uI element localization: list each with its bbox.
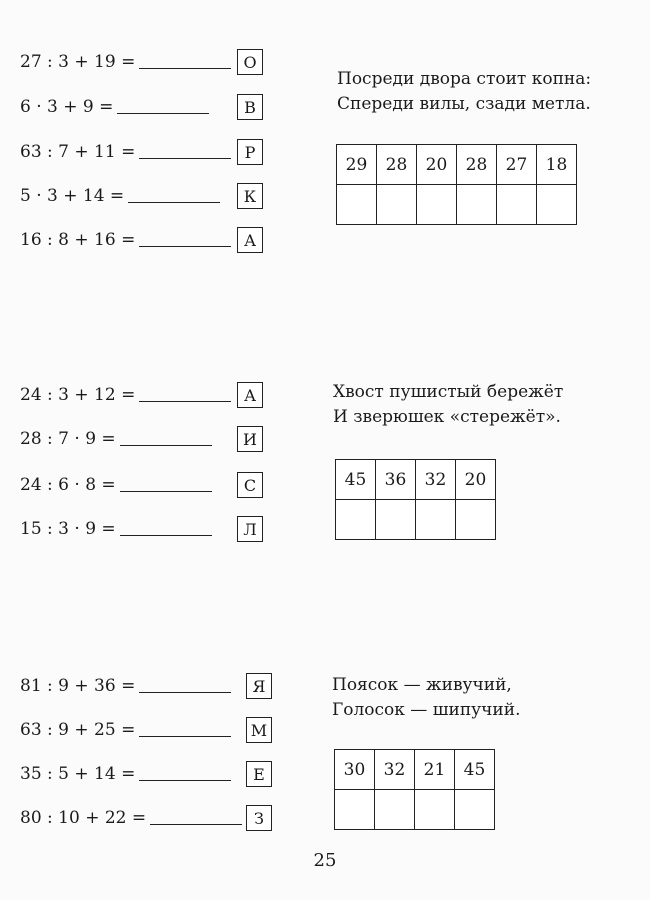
expression: 63 : 9 + 25 =: [20, 720, 136, 740]
riddle-line: Посреди двора стоит копна:: [337, 69, 592, 89]
letter-cell[interactable]: [456, 500, 496, 540]
letter-box: Л: [237, 516, 263, 542]
letter-box: А: [237, 227, 263, 253]
answer-number: 28: [457, 145, 497, 185]
answer-numbers-row: [337, 145, 577, 185]
expression: 6 · 3 + 9 =: [20, 97, 114, 117]
answer-number: 27: [497, 145, 537, 185]
exercise-row: [20, 515, 212, 543]
answer-number: 45: [455, 750, 495, 790]
expression: 5 · 3 + 14 =: [20, 186, 125, 206]
letter-box: И: [237, 426, 263, 452]
expression: 80 : 10 + 22 =: [20, 808, 147, 828]
answer-number: 30: [335, 750, 375, 790]
expression: 28 : 7 · 9 =: [20, 429, 116, 449]
answer-number: 32: [416, 460, 456, 500]
answer-numbers-row: [335, 750, 495, 790]
answer-blank[interactable]: [139, 736, 231, 737]
riddle-line: Спереди вилы, сзади метла.: [337, 94, 591, 114]
letter-box: С: [237, 472, 263, 498]
letter-cell[interactable]: [336, 500, 376, 540]
exercise-row: [20, 48, 231, 76]
answer-number: 28: [377, 145, 417, 185]
letter-cell[interactable]: [376, 500, 416, 540]
exercise-row: [20, 760, 231, 788]
riddle-line: Голосок — шипучий.: [332, 700, 521, 720]
exercise-row: [20, 672, 231, 700]
answer-number: 20: [456, 460, 496, 500]
exercise-row: [20, 381, 231, 409]
answer-blank[interactable]: [120, 491, 212, 492]
answer-number: 45: [336, 460, 376, 500]
answer-blank[interactable]: [139, 692, 231, 693]
exercise-row: [20, 182, 220, 210]
letter-box: Е: [246, 761, 272, 787]
expression: 35 : 5 + 14 =: [20, 764, 136, 784]
answer-letters-row: [337, 185, 577, 225]
answer-number: 36: [376, 460, 416, 500]
answer-number: 21: [415, 750, 455, 790]
exercise-row: [20, 471, 212, 499]
letter-cell[interactable]: [377, 185, 417, 225]
letter-cell[interactable]: [457, 185, 497, 225]
letter-cell[interactable]: [375, 790, 415, 830]
letter-cell[interactable]: [416, 500, 456, 540]
letter-box: К: [237, 183, 263, 209]
answer-grid: [336, 144, 577, 225]
exercise-row: [20, 804, 242, 832]
answer-number: 29: [337, 145, 377, 185]
expression: 27 : 3 + 19 =: [20, 52, 136, 72]
answer-grid: [334, 749, 495, 830]
letter-box: О: [237, 49, 263, 75]
letter-cell[interactable]: [455, 790, 495, 830]
answer-blank[interactable]: [120, 445, 212, 446]
expression: 63 : 7 + 11 =: [20, 142, 136, 162]
answer-blank[interactable]: [120, 535, 212, 536]
letter-box: Р: [237, 139, 263, 165]
letter-box: М: [246, 717, 272, 743]
answer-letters-row: [335, 790, 495, 830]
answer-letters-row: [336, 500, 496, 540]
letter-cell[interactable]: [417, 185, 457, 225]
letter-box: З: [246, 805, 272, 831]
expression: 24 : 6 · 8 =: [20, 475, 116, 495]
letter-cell[interactable]: [537, 185, 577, 225]
riddle-line: И зверюшек «стережёт».: [333, 407, 561, 427]
letter-box: А: [237, 382, 263, 408]
riddle-text: [337, 67, 591, 117]
riddle-line: Поясок — живучий,: [332, 675, 512, 695]
letter-cell[interactable]: [497, 185, 537, 225]
letter-box: В: [237, 94, 263, 120]
answer-blank[interactable]: [139, 246, 231, 247]
letter-cell[interactable]: [415, 790, 455, 830]
riddle-text: [332, 673, 521, 723]
exercise-row: [20, 425, 212, 453]
riddle-line: Хвост пушистый бережёт: [333, 382, 564, 402]
answer-blank[interactable]: [150, 824, 242, 825]
page-number: 25: [313, 850, 337, 871]
expression: 16 : 8 + 16 =: [20, 230, 136, 250]
answer-blank[interactable]: [128, 202, 220, 203]
answer-number: 20: [417, 145, 457, 185]
exercise-row: [20, 138, 231, 166]
expression: 15 : 3 · 9 =: [20, 519, 116, 539]
answer-number: 32: [375, 750, 415, 790]
answer-number: 18: [537, 145, 577, 185]
answer-blank[interactable]: [139, 780, 231, 781]
answer-blank[interactable]: [117, 113, 209, 114]
answer-numbers-row: [336, 460, 496, 500]
riddle-text: [333, 380, 563, 430]
expression: 81 : 9 + 36 =: [20, 676, 136, 696]
expression: 24 : 3 + 12 =: [20, 385, 136, 405]
letter-box: Я: [246, 673, 272, 699]
answer-blank[interactable]: [139, 68, 231, 69]
answer-grid: [335, 459, 496, 540]
exercise-row: [20, 226, 231, 254]
exercise-row: [20, 93, 209, 121]
letter-cell[interactable]: [337, 185, 377, 225]
answer-blank[interactable]: [139, 401, 231, 402]
letter-cell[interactable]: [335, 790, 375, 830]
exercise-row: [20, 716, 231, 744]
answer-blank[interactable]: [139, 158, 231, 159]
